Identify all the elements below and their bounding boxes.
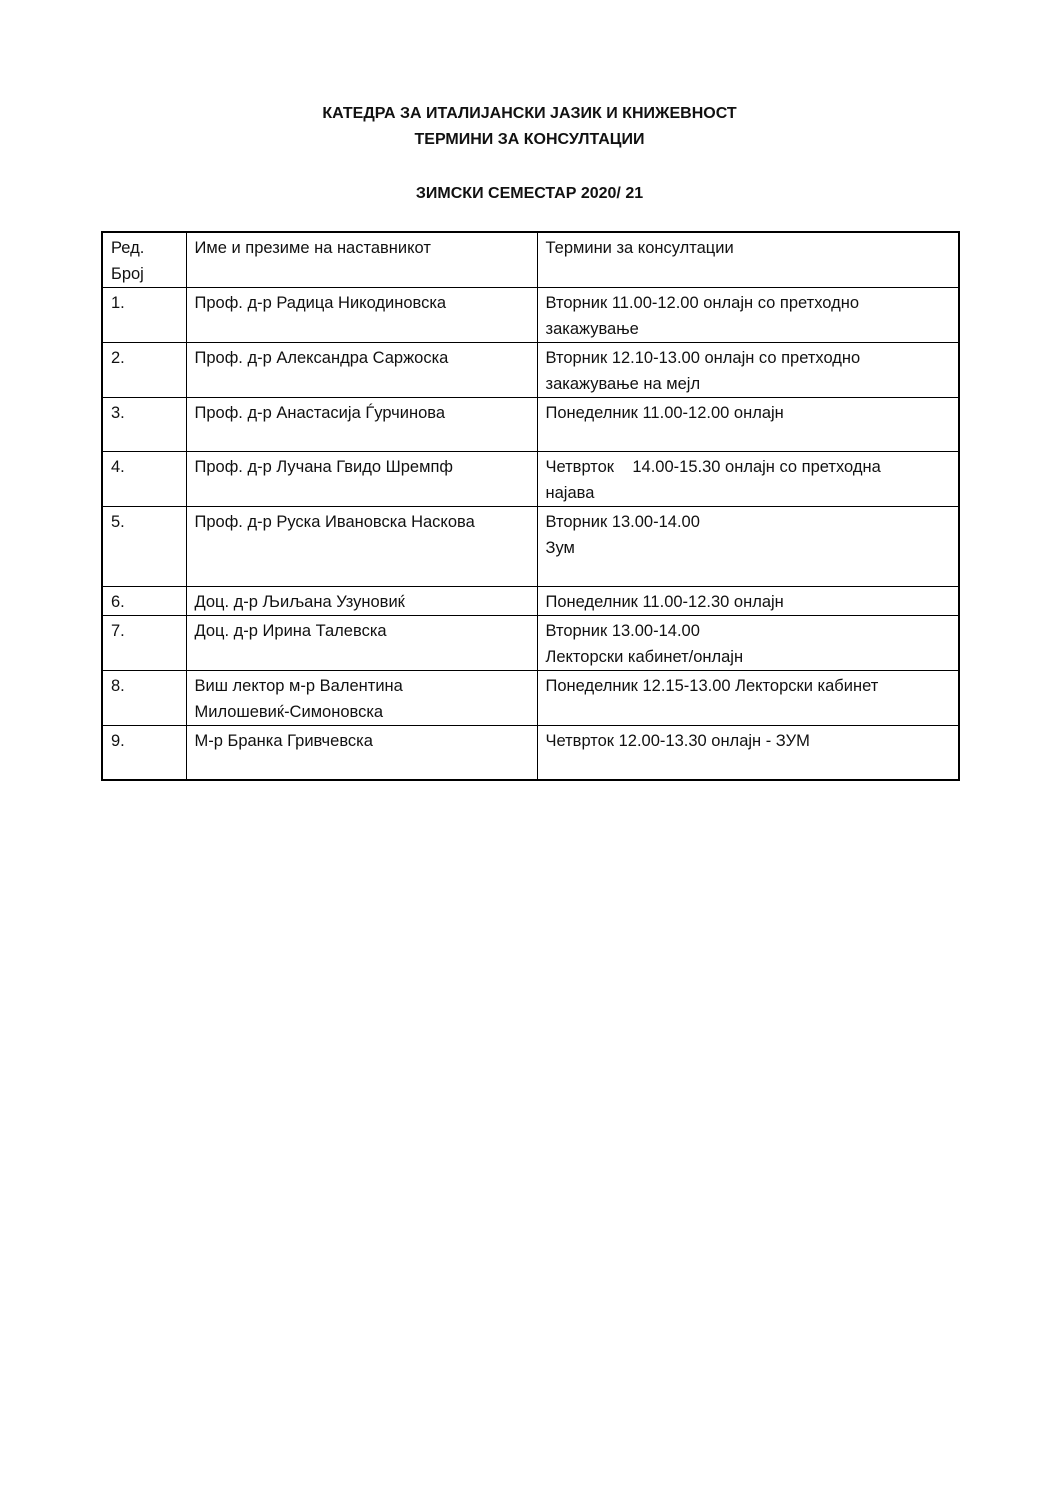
row-schedule-line2: закажување на мејл xyxy=(545,375,701,393)
row-schedule xyxy=(537,398,959,452)
row-name xyxy=(186,587,537,616)
header-cell-name xyxy=(186,232,537,288)
row-schedule xyxy=(537,452,959,507)
table-header-row xyxy=(102,232,959,288)
row-schedule-line1: Вторник 13.00-14.00 xyxy=(545,513,700,531)
row-schedule-line1: Понеделник 11.00-12.00 онлајн xyxy=(545,404,784,422)
row-name xyxy=(186,616,537,671)
row-name-line1: Проф. д-р Лучана Гвидо Шремпф xyxy=(194,458,453,476)
row-schedule xyxy=(537,587,959,616)
table-row xyxy=(102,587,959,616)
row-number: 3. xyxy=(102,398,186,452)
department-title: КАТЕДРА ЗА ИТАЛИЈАНСКИ ЈАЗИК И КНИЖЕВНОСТ xyxy=(322,105,737,122)
row-name xyxy=(186,671,537,726)
header-cell-number xyxy=(102,232,186,288)
table-row xyxy=(102,671,959,726)
row-schedule xyxy=(537,507,959,587)
table-row xyxy=(102,726,959,780)
row-number: 4. xyxy=(102,452,186,507)
table-row xyxy=(102,288,959,343)
row-name-line1: Виш лектор м-р Валентина xyxy=(194,677,403,695)
row-schedule-line1: Четврток 12.00-13.30 онлајн - ЗУМ xyxy=(545,732,810,750)
table-row xyxy=(102,507,959,587)
row-schedule-line2: Зум xyxy=(545,539,575,557)
row-name xyxy=(186,398,537,452)
row-schedule xyxy=(537,671,959,726)
header-number-line2: Број xyxy=(111,265,144,283)
header-name-label: Име и презиме на наставникот xyxy=(194,239,431,257)
row-name-line2: Милошевиќ-Симоновска xyxy=(194,703,384,721)
document-subtitle: ТЕРМИНИ ЗА КОНСУЛТАЦИИ xyxy=(414,131,645,148)
row-number: 8. xyxy=(102,671,186,726)
row-number: 6. xyxy=(102,587,186,616)
row-name xyxy=(186,726,537,780)
row-name-line1: Доц. д-р Љиљана Узуновиќ xyxy=(194,593,405,611)
row-schedule-line1: Вторник 12.10-13.00 онлајн со претходно xyxy=(545,349,861,367)
row-name-line1: Проф. д-р Руска Ивановска Наскова xyxy=(194,513,475,531)
header-number-line1: Ред. xyxy=(111,239,145,257)
row-schedule-line2: најава xyxy=(545,484,595,502)
table-row xyxy=(102,343,959,398)
row-schedule xyxy=(537,726,959,780)
row-number: 5. xyxy=(102,507,186,587)
table-row xyxy=(102,452,959,507)
row-name xyxy=(186,343,537,398)
row-schedule-line1: Вторник 11.00-12.00 онлајн со претходно xyxy=(545,294,859,312)
row-schedule-line2: Лекторски кабинет/онлајн xyxy=(545,648,744,666)
row-name-line1: Проф. д-р Александра Саржоска xyxy=(194,349,449,367)
row-schedule xyxy=(537,343,959,398)
row-name xyxy=(186,507,537,587)
row-name-line1: Проф. д-р Радица Никодиновска xyxy=(194,294,447,312)
consultation-table xyxy=(101,231,960,781)
table-row xyxy=(102,616,959,671)
row-number: 2. xyxy=(102,343,186,398)
row-name-line1: Доц. д-р Ирина Талевска xyxy=(194,622,387,640)
row-number: 1. xyxy=(102,288,186,343)
row-schedule-line1: Вторник 13.00-14.00 xyxy=(545,622,700,640)
row-number: 9. xyxy=(102,726,186,780)
row-schedule-line1: Понеделник 11.00-12.30 онлајн xyxy=(545,593,784,611)
row-schedule xyxy=(537,616,959,671)
header-cell-schedule xyxy=(537,232,959,288)
row-name xyxy=(186,288,537,343)
row-name-line1: М-р Бранка Гривчевска xyxy=(194,732,373,750)
row-number: 7. xyxy=(102,616,186,671)
row-schedule-line1: Четврток 14.00-15.30 онлајн со претходна xyxy=(545,458,881,476)
row-schedule-line1: Понеделник 12.15-13.00 Лекторски кабинет xyxy=(545,677,879,695)
row-name-line1: Проф. д-р Анастасија Ѓурчинова xyxy=(194,404,445,422)
row-schedule-line2: закажување xyxy=(545,320,639,338)
semester-title: ЗИМСКИ СЕМЕСТАР 2020/ 21 xyxy=(415,185,644,202)
header-schedule-label: Термини за консултации xyxy=(545,239,734,257)
row-schedule xyxy=(537,288,959,343)
row-name xyxy=(186,452,537,507)
table-row xyxy=(102,398,959,452)
